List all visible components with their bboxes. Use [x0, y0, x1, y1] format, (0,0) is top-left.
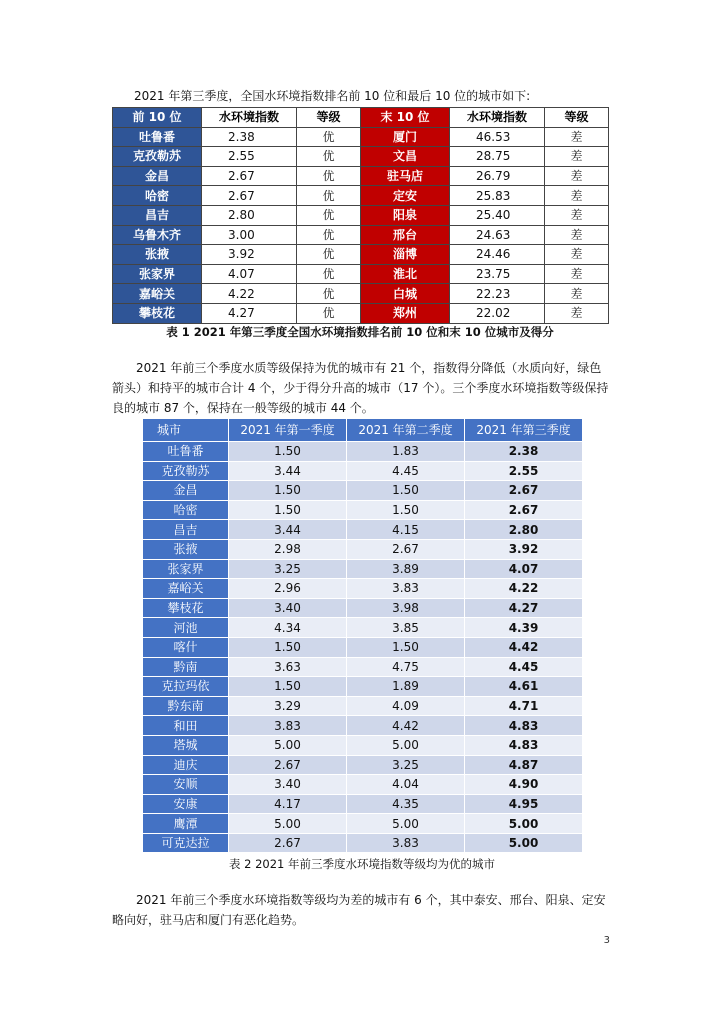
- table2-caption: 表 2 2021 年前三季度水环境指数等级均为优的城市: [228, 857, 496, 871]
- table1-cell-top10-grade: 优: [297, 284, 361, 304]
- table2-row: [143, 657, 583, 677]
- table1-header-index: 水环境指数: [202, 108, 297, 128]
- table1-cell-top10-index: 3.00: [202, 225, 297, 245]
- table2-row: [143, 579, 583, 599]
- table2-cell-city: 金昌: [143, 481, 229, 501]
- table2-cell-city: 迪庆: [143, 755, 229, 775]
- table2-cell-q3: 4.87: [465, 755, 583, 775]
- table2-cell-city: 喀什: [143, 637, 229, 657]
- table1-cell-top10-index: 4.27: [202, 303, 297, 323]
- table2-row: [143, 637, 583, 657]
- table2-cell-q3: 4.83: [465, 716, 583, 736]
- table2-cell-city: 黔南: [143, 657, 229, 677]
- table1-cell-top10-index: 2.55: [202, 147, 297, 167]
- table2-row: [143, 559, 583, 579]
- table2-row: [143, 696, 583, 716]
- table2-cell-q3: 5.00: [465, 814, 583, 834]
- table2-cell-q1: 4.17: [229, 794, 347, 814]
- table2-cell-q3: 4.95: [465, 794, 583, 814]
- table2-row: [143, 814, 583, 834]
- table1-header-row: [113, 108, 609, 128]
- table1-header-bottom10: 末 10 位: [361, 108, 450, 128]
- table2-cell-city: 吐鲁番: [143, 442, 229, 462]
- table2-cell-q1: 5.00: [229, 814, 347, 834]
- table2-row: [143, 794, 583, 814]
- intro-line: 2021 年第三季度，全国水环境指数排名前 10 位和最后 10 位的城市如下:: [134, 89, 531, 103]
- table2-cell-q2: 2.67: [347, 539, 465, 559]
- table2-cell-q3: 4.22: [465, 579, 583, 599]
- table2-cell-q3: 2.80: [465, 520, 583, 540]
- table2-cell-city: 张家界: [143, 559, 229, 579]
- table2-cell-q2: 3.83: [347, 579, 465, 599]
- table1-cell-top10-index: 4.22: [202, 284, 297, 304]
- table2-cell-q3: 2.38: [465, 442, 583, 462]
- table1-cell-bottom10-grade: 差: [545, 127, 609, 147]
- table1-row: [113, 147, 609, 167]
- table1-header-grade-2: 等级: [545, 108, 609, 128]
- table1-cell-top10-city: 吐鲁番: [113, 127, 202, 147]
- table2-header-city: 城市: [143, 419, 229, 442]
- table2-cell-q3: 4.61: [465, 677, 583, 697]
- table1-row: [113, 205, 609, 225]
- top-bottom-10-table: [112, 107, 609, 324]
- table1-cell-top10-index: 4.07: [202, 264, 297, 284]
- table2-cell-q2: 1.50: [347, 481, 465, 501]
- table2-cell-q1: 3.63: [229, 657, 347, 677]
- table2-row: [143, 500, 583, 520]
- table2-cell-q1: 1.50: [229, 481, 347, 501]
- table1-cell-bottom10-grade: 差: [545, 264, 609, 284]
- table2-cell-q1: 3.44: [229, 461, 347, 481]
- table2-row: [143, 618, 583, 638]
- table2-cell-city: 河池: [143, 618, 229, 638]
- table2-row: [143, 481, 583, 501]
- table2-cell-q3: 4.27: [465, 598, 583, 618]
- table1-header-top10: 前 10 位: [113, 108, 202, 128]
- table2-cell-q1: 3.25: [229, 559, 347, 579]
- table2-cell-q1: 3.40: [229, 775, 347, 795]
- table2-row: [143, 442, 583, 462]
- table1-row: [113, 264, 609, 284]
- table1-cell-top10-grade: 优: [297, 205, 361, 225]
- table1-cell-bottom10-grade: 差: [545, 303, 609, 323]
- table2-cell-city: 嘉峪关: [143, 579, 229, 599]
- table1-header-grade: 等级: [297, 108, 361, 128]
- table2-cell-q1: 3.40: [229, 598, 347, 618]
- table2-header-q2: 2021 年第二季度: [347, 419, 465, 442]
- table1-cell-bottom10-city: 阳泉: [361, 205, 450, 225]
- table1-cell-bottom10-city: 邢台: [361, 225, 450, 245]
- table1-cell-bottom10-index: 24.63: [450, 225, 545, 245]
- table2-cell-q3: 4.71: [465, 696, 583, 716]
- table2-cell-q2: 3.83: [347, 833, 465, 853]
- table1-cell-bottom10-grade: 差: [545, 205, 609, 225]
- table2-cell-q3: 2.55: [465, 461, 583, 481]
- table1-row: [113, 166, 609, 186]
- table2-header-q1: 2021 年第一季度: [229, 419, 347, 442]
- table2-cell-q2: 1.50: [347, 637, 465, 657]
- table1-cell-top10-city: 攀枝花: [113, 303, 202, 323]
- table2-cell-q3: 3.92: [465, 539, 583, 559]
- table1-cell-bottom10-grade: 差: [545, 186, 609, 206]
- table1-row: [113, 127, 609, 147]
- table2-cell-q1: 3.44: [229, 520, 347, 540]
- table2-header-row: [143, 419, 583, 442]
- table2-row: [143, 520, 583, 540]
- table2-row: [143, 735, 583, 755]
- table1-cell-top10-grade: 优: [297, 245, 361, 265]
- table1-cell-top10-index: 3.92: [202, 245, 297, 265]
- table1-cell-bottom10-index: 26.79: [450, 166, 545, 186]
- table1-cell-top10-city: 昌吉: [113, 205, 202, 225]
- table1-cell-bottom10-city: 厦门: [361, 127, 450, 147]
- page-number: 3: [603, 935, 610, 946]
- table2-cell-q2: 1.83: [347, 442, 465, 462]
- table2-cell-q3: 4.39: [465, 618, 583, 638]
- table1-cell-bottom10-city: 白城: [361, 284, 450, 304]
- table2-cell-city: 塔城: [143, 735, 229, 755]
- table2-cell-city: 安顺: [143, 775, 229, 795]
- table2-cell-q2: 5.00: [347, 735, 465, 755]
- table1-cell-bottom10-index: 23.75: [450, 264, 545, 284]
- table2-cell-city: 鹰潭: [143, 814, 229, 834]
- table2-cell-q2: 4.75: [347, 657, 465, 677]
- table1-cell-top10-grade: 优: [297, 264, 361, 284]
- table1-cell-top10-city: 克孜勒苏: [113, 147, 202, 167]
- table1-cell-top10-grade: 优: [297, 303, 361, 323]
- table2-row: [143, 598, 583, 618]
- table1-cell-bottom10-grade: 差: [545, 245, 609, 265]
- table2-cell-q1: 4.34: [229, 618, 347, 638]
- table2-cell-q2: 3.85: [347, 618, 465, 638]
- table1-cell-bottom10-city: 淮北: [361, 264, 450, 284]
- table1-cell-bottom10-city: 淄博: [361, 245, 450, 265]
- table2-cell-q2: 3.25: [347, 755, 465, 775]
- table1-row: [113, 186, 609, 206]
- table2-cell-city: 和田: [143, 716, 229, 736]
- table2-row: [143, 775, 583, 795]
- table1-row: [113, 225, 609, 245]
- table2-cell-q1: 3.83: [229, 716, 347, 736]
- table1-cell-bottom10-index: 24.46: [450, 245, 545, 265]
- table2-row: [143, 539, 583, 559]
- table2-cell-city: 克孜勒苏: [143, 461, 229, 481]
- table2-cell-q2: 5.00: [347, 814, 465, 834]
- table1-cell-bottom10-grade: 差: [545, 284, 609, 304]
- table1-cell-top10-grade: 优: [297, 147, 361, 167]
- table2-header-q3: 2021 年第三季度: [465, 419, 583, 442]
- table2-cell-q2: 1.89: [347, 677, 465, 697]
- table2-cell-q3: 4.45: [465, 657, 583, 677]
- table1-cell-bottom10-index: 22.23: [450, 284, 545, 304]
- table1-cell-top10-grade: 优: [297, 166, 361, 186]
- paragraph-1: 2021 年前三个季度水质等级保持为优的城市有 21 个，指数得分降低（水质向好，绿色箭头）和持平的城市合计 4 个，少于得分升高的城市（17 个）。三个季度水环境指数等级保持良的城市 87 个，保持在一般等级的城市 44 个。: [112, 361, 609, 415]
- table2-cell-city: 克拉玛依: [143, 677, 229, 697]
- table1-cell-bottom10-grade: 差: [545, 166, 609, 186]
- table2-cell-q1: 1.50: [229, 442, 347, 462]
- table2-cell-city: 攀枝花: [143, 598, 229, 618]
- table2-row: [143, 716, 583, 736]
- table2-cell-q3: 5.00: [465, 833, 583, 853]
- table2-cell-q3: 4.07: [465, 559, 583, 579]
- table2-cell-q1: 1.50: [229, 500, 347, 520]
- table2-cell-q2: 3.89: [347, 559, 465, 579]
- table1-cell-top10-grade: 优: [297, 186, 361, 206]
- table1-cell-bottom10-city: 郑州: [361, 303, 450, 323]
- table1-caption: 表 1 2021 年第三季度全国水环境指数排名前 10 位和末 10 位城市及得分: [166, 325, 554, 339]
- table2-cell-q3: 4.42: [465, 637, 583, 657]
- table1-cell-bottom10-city: 文昌: [361, 147, 450, 167]
- table1-cell-bottom10-city: 驻马店: [361, 166, 450, 186]
- excellent-cities-table: [142, 418, 583, 853]
- paragraph-2: 2021 年前三个季度水环境指数等级均为差的城市有 6 个，其中泰安、邢台、阳泉、定安略向好，驻马店和厦门有恶化趋势。: [112, 893, 606, 927]
- table2-cell-city: 安康: [143, 794, 229, 814]
- table2-cell-q2: 4.35: [347, 794, 465, 814]
- table2-row: [143, 833, 583, 853]
- table2-cell-q2: 4.42: [347, 716, 465, 736]
- table1-header-index-2: 水环境指数: [450, 108, 545, 128]
- table1-cell-bottom10-grade: 差: [545, 225, 609, 245]
- table2-cell-q2: 4.45: [347, 461, 465, 481]
- table2-cell-q1: 2.67: [229, 755, 347, 775]
- table2-cell-q1: 2.96: [229, 579, 347, 599]
- table1-cell-top10-grade: 优: [297, 225, 361, 245]
- table2-cell-city: 可克达拉: [143, 833, 229, 853]
- table2-row: [143, 677, 583, 697]
- table2-cell-q1: 5.00: [229, 735, 347, 755]
- table2-cell-q1: 3.29: [229, 696, 347, 716]
- table1-cell-top10-city: 乌鲁木齐: [113, 225, 202, 245]
- table2-cell-q3: 2.67: [465, 481, 583, 501]
- table1-cell-bottom10-index: 25.83: [450, 186, 545, 206]
- table1-cell-bottom10-city: 定安: [361, 186, 450, 206]
- table2-cell-q1: 2.98: [229, 539, 347, 559]
- table2-cell-q1: 1.50: [229, 677, 347, 697]
- table2-cell-q2: 4.09: [347, 696, 465, 716]
- table1-cell-bottom10-index: 25.40: [450, 205, 545, 225]
- table2-cell-city: 哈密: [143, 500, 229, 520]
- table1-cell-top10-grade: 优: [297, 127, 361, 147]
- table2-row: [143, 755, 583, 775]
- table1-cell-top10-city: 金昌: [113, 166, 202, 186]
- table2-cell-q2: 3.98: [347, 598, 465, 618]
- table2-cell-q1: 2.67: [229, 833, 347, 853]
- table2-cell-city: 黔东南: [143, 696, 229, 716]
- table1-cell-top10-index: 2.67: [202, 166, 297, 186]
- table1-row: [113, 303, 609, 323]
- table2-cell-city: 张掖: [143, 539, 229, 559]
- table1-cell-bottom10-grade: 差: [545, 147, 609, 167]
- table2-row: [143, 461, 583, 481]
- table2-cell-q2: 4.15: [347, 520, 465, 540]
- table1-cell-bottom10-index: 28.75: [450, 147, 545, 167]
- table1-cell-top10-index: 2.38: [202, 127, 297, 147]
- table1-cell-top10-index: 2.80: [202, 205, 297, 225]
- table2-cell-q3: 2.67: [465, 500, 583, 520]
- table1-row: [113, 245, 609, 265]
- table2-cell-q2: 1.50: [347, 500, 465, 520]
- table1-cell-top10-city: 张掖: [113, 245, 202, 265]
- table1-cell-top10-city: 哈密: [113, 186, 202, 206]
- table2-cell-q1: 1.50: [229, 637, 347, 657]
- table2-cell-q2: 4.04: [347, 775, 465, 795]
- table1-cell-bottom10-index: 22.02: [450, 303, 545, 323]
- table1-cell-top10-city: 嘉峪关: [113, 284, 202, 304]
- table1-cell-top10-index: 2.67: [202, 186, 297, 206]
- table1-row: [113, 284, 609, 304]
- table1-cell-bottom10-index: 46.53: [450, 127, 545, 147]
- table2-cell-city: 昌吉: [143, 520, 229, 540]
- table2-cell-q3: 4.83: [465, 735, 583, 755]
- table1-cell-top10-city: 张家界: [113, 264, 202, 284]
- table2-cell-q3: 4.90: [465, 775, 583, 795]
